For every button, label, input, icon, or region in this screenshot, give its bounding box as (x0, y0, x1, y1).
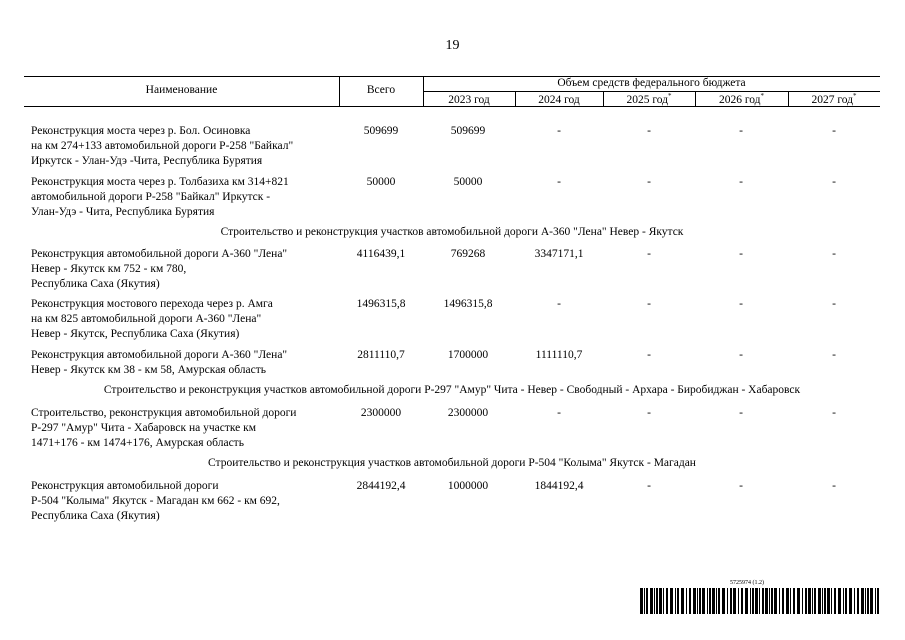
row-value: 1496315,8 (443, 298, 493, 310)
barcode-bar (663, 588, 664, 614)
barcode-bar (716, 588, 717, 614)
row-name-line: Невер - Якутск, Республика Саха (Якутия) (31, 328, 240, 340)
row-value: 3347171,1 (534, 248, 584, 260)
row-value: - (832, 298, 836, 310)
barcode-bar (779, 588, 780, 614)
barcode-bar (797, 588, 800, 614)
barcode-bar (656, 588, 658, 614)
barcode-bar (854, 588, 855, 614)
barcode-bar (750, 588, 751, 614)
row-name-line: Республика Саха (Якутия) (31, 278, 160, 290)
barcode-bar (769, 588, 770, 614)
row-value: - (739, 176, 743, 188)
row-total: 1496315,8 (356, 298, 406, 310)
row-value: - (739, 298, 743, 310)
barcode-bar (693, 588, 696, 614)
barcode-bar (845, 588, 847, 614)
row-value: - (647, 125, 651, 137)
row-value: - (739, 125, 743, 137)
barcode-bar (790, 588, 791, 614)
barcode-bar (727, 588, 728, 614)
row-name (31, 406, 341, 451)
barcode-bar (762, 588, 764, 614)
row-name-line: Реконструкция автомобильной дороги (31, 480, 219, 492)
barcode-bar (861, 588, 864, 614)
barcode-bar (867, 588, 869, 614)
header-year: 2025 год* (626, 92, 672, 106)
row-total: 50000 (366, 176, 396, 188)
barcode (640, 588, 880, 614)
row-name (31, 124, 341, 169)
row-total: 4116439,1 (356, 248, 406, 260)
header-year: 2026 год* (718, 92, 765, 106)
barcode-bar (818, 588, 821, 614)
row-value: - (832, 480, 836, 492)
barcode-bar (765, 588, 768, 614)
barcode-bar (722, 588, 725, 614)
row-name-line: Улан-Удэ - Чита, Республика Бурятия (31, 206, 215, 218)
barcode-bar (755, 588, 758, 614)
row-total: 2300000 (360, 407, 402, 419)
barcode-bar (707, 588, 708, 614)
barcode-bar (681, 588, 684, 614)
row-value: - (739, 349, 743, 361)
row-value: - (739, 248, 743, 260)
barcode-bar (875, 588, 876, 614)
row-value: - (739, 480, 743, 492)
row-value: - (832, 125, 836, 137)
row-total: 509699 (363, 125, 399, 137)
row-name (31, 348, 341, 378)
barcode-bar (824, 588, 826, 614)
barcode-bar (865, 588, 866, 614)
barcode-bar (644, 588, 645, 614)
barcode-bar (782, 588, 784, 614)
row-value: - (832, 176, 836, 188)
row-value: - (647, 176, 651, 188)
barcode-bar (650, 588, 653, 614)
header-bottom-line (24, 106, 880, 107)
barcode-bar (849, 588, 852, 614)
row-value: - (557, 298, 561, 310)
barcode-bar (808, 588, 811, 614)
barcode-bar (677, 588, 679, 614)
barcode-bar (822, 588, 823, 614)
section-heading: Строительство и реконструкция участков автомобильной дороги А-360 "Лена" Невер - Якутск (220, 226, 684, 238)
row-name (31, 479, 341, 524)
barcode-label: 5725974 (1.2) (730, 580, 764, 586)
row-value: - (832, 248, 836, 260)
row-name-line: 1471+176 - км 1474+176, Амурская область (31, 437, 244, 449)
header-budget: Объем средств федерального бюджета (557, 77, 746, 89)
row-value: - (647, 248, 651, 260)
row-name-line: Р-297 "Амур" Чита - Хабаровск на участке км (31, 422, 257, 434)
barcode-bar (771, 588, 773, 614)
barcode-bar (738, 588, 739, 614)
barcode-bar (702, 588, 705, 614)
row-name-line: Строительство, реконструкция автомобильной дороги (31, 407, 297, 419)
barcode-bar (857, 588, 859, 614)
row-name-line: Республика Саха (Якутия) (31, 510, 160, 522)
row-value: 1000000 (447, 480, 489, 492)
barcode-bar (699, 588, 701, 614)
row-name-line: Реконструкция моста через р. Толбазиха км 314+821 (31, 176, 289, 188)
barcode-bar (654, 588, 655, 614)
row-name-line: на км 274+133 автомобильной дороги Р-258 "Байкал" (31, 140, 294, 152)
row-value: - (647, 480, 651, 492)
barcode-bar (752, 588, 754, 614)
row-name-line: Иркутск - Улан-Удэ -Чита, Республика Бурятия (31, 155, 263, 167)
row-name (31, 297, 341, 342)
row-name-line: на км 825 автомобильной дороги А-360 "Лена" (31, 313, 262, 325)
row-name-line: Реконструкция мостового перехода через р. Амга (31, 298, 273, 310)
section-heading: Строительство и реконструкция участков автомобильной дороги Р-504 "Колыма" Якутск - Магадан (208, 457, 696, 469)
row-name-line: Невер - Якутск км 752 - км 780, (31, 263, 187, 275)
row-name (31, 247, 341, 292)
barcode-bar (812, 588, 813, 614)
page-number: 19 (445, 38, 460, 53)
row-value: 50000 (453, 176, 483, 188)
row-value: 509699 (450, 125, 486, 137)
barcode-bar (827, 588, 830, 614)
barcode-bar (675, 588, 676, 614)
barcode-bar (718, 588, 720, 614)
row-name-line: Реконструкция автомобильной дороги А-360 "Лена" (31, 248, 288, 260)
row-value: 2300000 (447, 407, 489, 419)
row-total: 2844192,4 (356, 480, 406, 492)
row-name-line: Реконструкция моста через р. Бол. Осиновка (31, 125, 251, 137)
row-name-line: Р-504 "Колыма" Якутск - Магадан км 662 - км 692, (31, 495, 280, 507)
barcode-bar (689, 588, 691, 614)
barcode-bar (831, 588, 832, 614)
barcode-bar (709, 588, 711, 614)
header-total: Всего (366, 84, 396, 96)
barcode-bar (774, 588, 777, 614)
barcode-bar (843, 588, 844, 614)
row-value: - (647, 298, 651, 310)
row-name-line: Реконструкция автомобильной дороги А-360 "Лена" (31, 349, 288, 361)
row-value: - (832, 349, 836, 361)
row-total: 2811110,7 (357, 349, 405, 361)
row-value: - (647, 407, 651, 419)
barcode-bar (666, 588, 668, 614)
barcode-bar (805, 588, 807, 614)
row-value: 1844192,4 (534, 480, 584, 492)
header-year: 2027 год* (811, 92, 857, 106)
row-value: 769268 (450, 248, 486, 260)
barcode-bar (697, 588, 698, 614)
header-name: Наименование (145, 84, 218, 96)
row-name-line: автомобильной дороги Р-258 "Байкал" Иркутск - (31, 191, 271, 203)
barcode-bar (759, 588, 760, 614)
row-value: - (557, 125, 561, 137)
row-value: - (739, 407, 743, 419)
barcode-bar (733, 588, 736, 614)
row-value: - (832, 407, 836, 419)
barcode-bar (838, 588, 841, 614)
row-name-line: Невер - Якутск км 38 - км 58, Амурская область (31, 364, 266, 376)
barcode-bar (802, 588, 803, 614)
barcode-bar (786, 588, 789, 614)
row-value: - (647, 349, 651, 361)
barcode-bar (745, 588, 748, 614)
header-year: 2024 год (538, 93, 580, 106)
barcode-bar (834, 588, 836, 614)
barcode-bar (670, 588, 673, 614)
barcode-bar (686, 588, 687, 614)
barcode-bar (793, 588, 795, 614)
row-value: - (557, 176, 561, 188)
barcode-bar (730, 588, 732, 614)
barcode-bar (640, 588, 643, 614)
barcode-bar (814, 588, 816, 614)
barcode-bar (741, 588, 743, 614)
barcode-bar (877, 588, 879, 614)
header-year: 2023 год (448, 93, 490, 106)
barcode-bar (646, 588, 648, 614)
barcode-bar (659, 588, 662, 614)
row-name (31, 175, 341, 220)
row-value: 1700000 (447, 349, 489, 361)
barcode-bar (712, 588, 715, 614)
row-value: 1111110,7 (535, 349, 583, 361)
barcode-bar (870, 588, 873, 614)
row-value: - (557, 407, 561, 419)
section-heading: Строительство и реконструкция участков автомобильной дороги Р-297 "Амур" Чита - Невер - Свободный - Архара - Биробиджан - Хабаровск (103, 384, 801, 396)
